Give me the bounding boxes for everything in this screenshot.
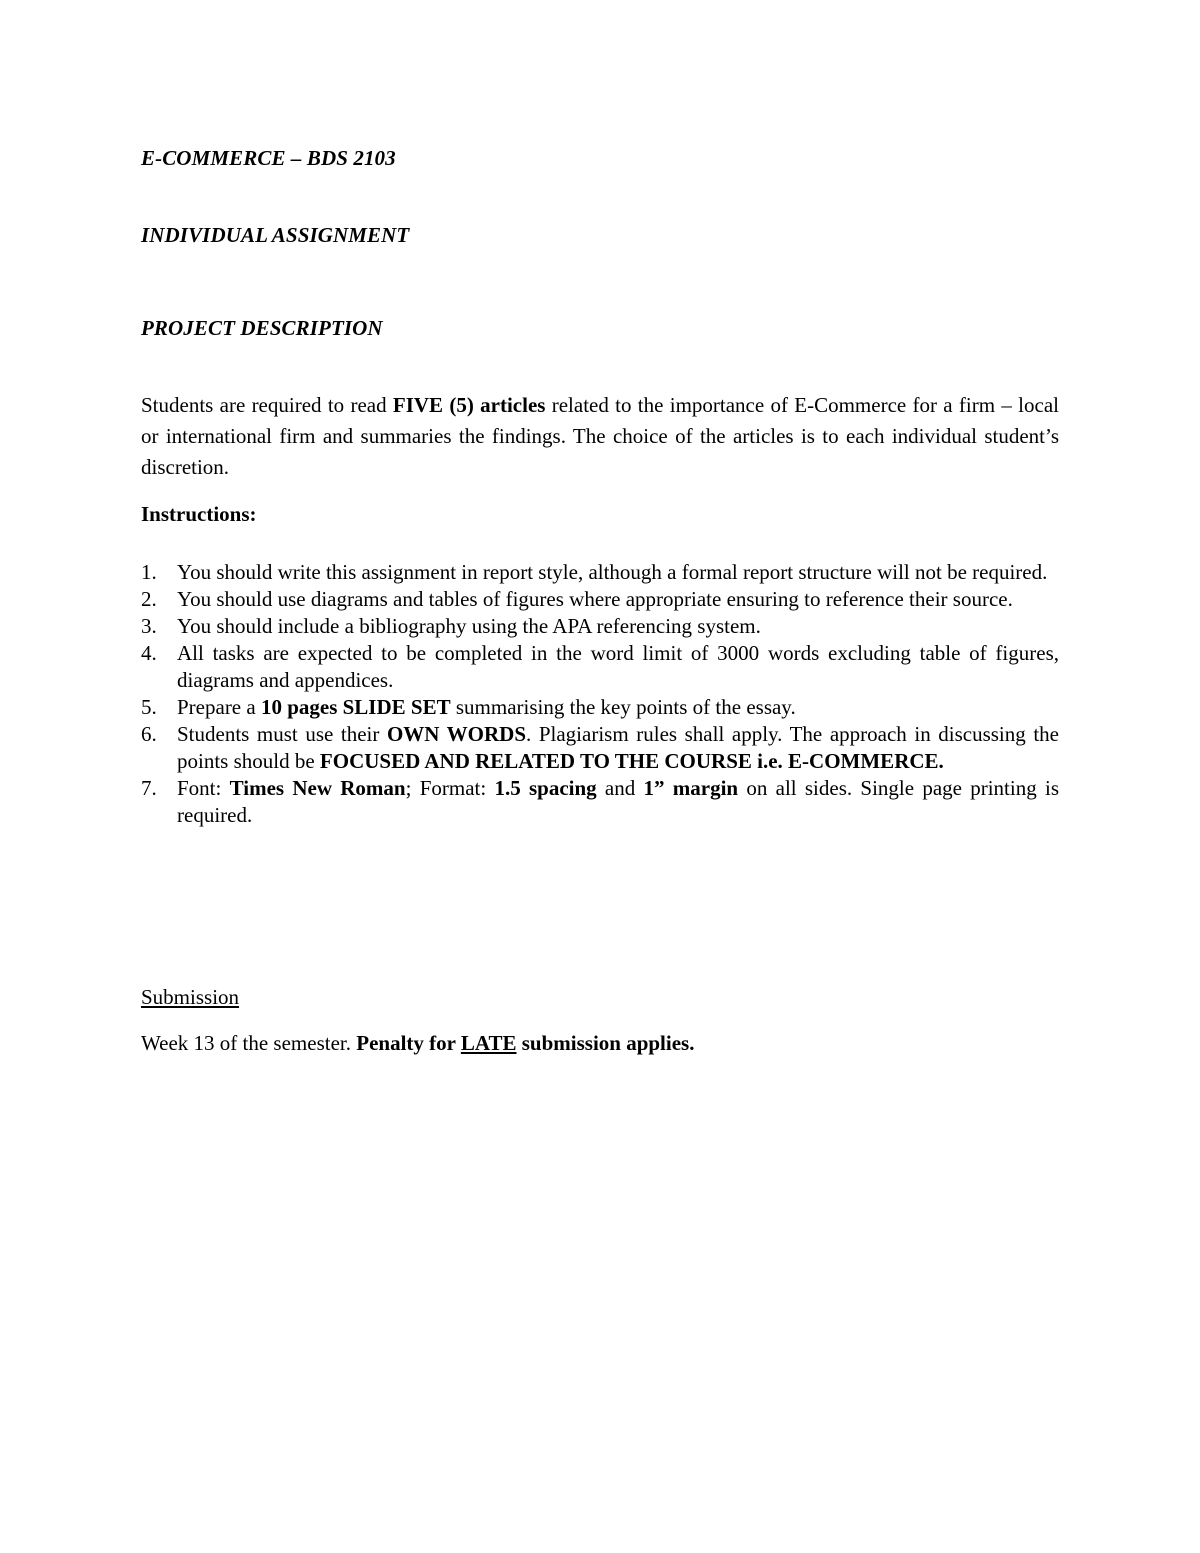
- penalty-text-2: submission applies.: [516, 1031, 695, 1055]
- list-item: [141, 586, 1059, 613]
- list-item-text: ; Format:: [405, 776, 495, 800]
- instructions-heading: Instructions:: [141, 502, 257, 526]
- submission-penalty: [356, 1031, 694, 1055]
- list-item-text: summarising the key points of the essay.: [450, 695, 796, 719]
- list-item-number: 1.: [141, 560, 157, 584]
- list-item-bold: FOCUSED AND RELATED TO THE COURSE i.e. E-COMMERCE.: [319, 749, 944, 773]
- list-item-number: 3.: [141, 614, 157, 638]
- intro-text-2: related to the importance of E-Commerce for a firm – local or international firm and summaries the findings. The choice of the articles is to each individual student’s discretion.: [141, 393, 1059, 479]
- list-item-text: You should use diagrams and tables of figures where appropriate ensuring to reference their source.: [177, 587, 1013, 611]
- submission-text: [141, 1031, 694, 1056]
- list-item-text: Font:: [177, 776, 230, 800]
- list-item-text: Prepare a: [177, 695, 261, 719]
- list-item-number: 4.: [141, 641, 157, 665]
- submission-heading: Submission: [141, 985, 240, 1009]
- penalty-late: LATE: [460, 1031, 517, 1055]
- list-item-text: on all sides. Single page printing is required.: [177, 776, 1059, 827]
- list-item-bold: OWN WORDS: [386, 722, 527, 746]
- list-item-number: 5.: [141, 695, 157, 719]
- list-item: [141, 613, 1059, 640]
- list-item-text: You should write this assignment in report style, although a formal report structure will not be required.: [177, 560, 1048, 584]
- list-item: [141, 640, 1059, 694]
- intro-text-1: Students are required to read: [141, 393, 393, 417]
- list-item-bold: Times New Roman: [229, 776, 406, 800]
- list-item-text: You should include a bibliography using the APA referencing system.: [177, 614, 761, 638]
- list-item-bold: 1” margin: [643, 776, 739, 800]
- list-item-number: 2.: [141, 587, 157, 611]
- list-item-bold: 1.5 spacing: [494, 776, 597, 800]
- course-title: E-COMMERCE – BDS 2103: [141, 146, 396, 170]
- intro-paragraph: [141, 390, 1059, 483]
- intro-bold-articles: FIVE (5) articles: [392, 393, 546, 417]
- list-item-bold: 10 pages SLIDE SET: [260, 695, 451, 719]
- list-item-text: Students must use their: [177, 722, 387, 746]
- list-item: [141, 559, 1059, 586]
- penalty-text-1: Penalty for: [356, 1031, 461, 1055]
- list-item-text: . Plagiarism rules shall apply. The approach in discussing the points should be: [177, 722, 1059, 773]
- submission-week: Week 13 of the semester.: [141, 1031, 357, 1055]
- list-item-number: 6.: [141, 722, 157, 746]
- list-item-number: 7.: [141, 776, 157, 800]
- list-item: [141, 694, 1059, 721]
- instructions-list: [141, 559, 1059, 829]
- list-item: [141, 721, 1059, 775]
- section-title: PROJECT DESCRIPTION: [141, 316, 383, 340]
- list-item-text: All tasks are expected to be completed in the word limit of 3000 words excluding table of figures, diagrams and appendices.: [177, 641, 1059, 692]
- list-item: [141, 775, 1059, 829]
- list-item-text: and: [596, 776, 644, 800]
- assignment-type: INDIVIDUAL ASSIGNMENT: [141, 223, 410, 247]
